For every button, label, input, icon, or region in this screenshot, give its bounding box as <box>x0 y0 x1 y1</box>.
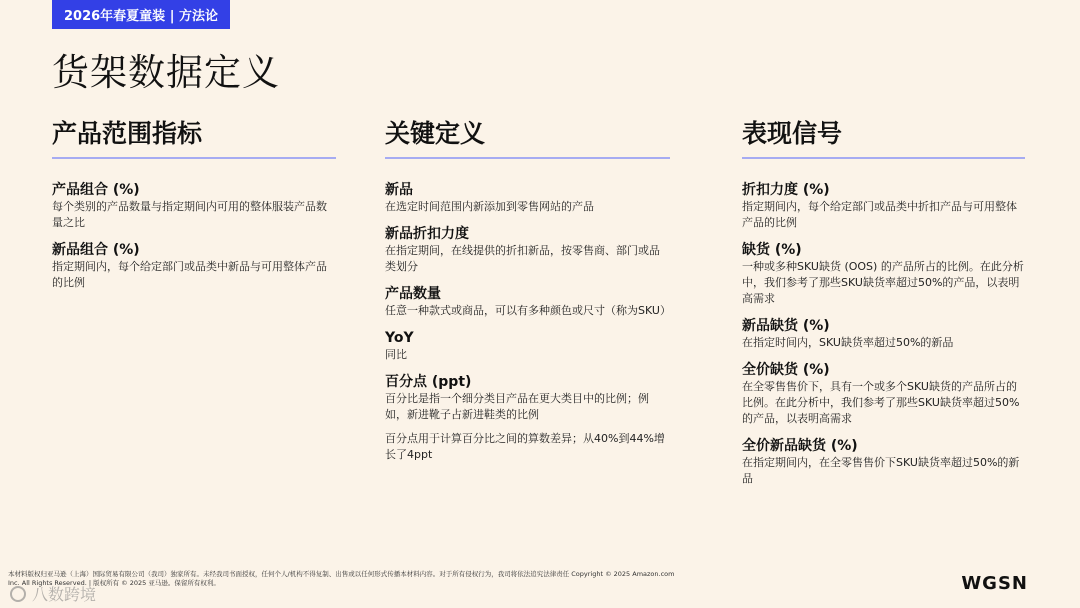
entry-title: 产品组合 (%) <box>52 182 140 198</box>
wgsn-logo: WGSN <box>961 573 1028 594</box>
entry-title: 产品数量 <box>385 286 441 302</box>
entry-description: 在指定期间内，在全零售售价下SKU缺货率超过50%的新品 <box>742 456 1020 485</box>
definition-entry <box>52 241 336 291</box>
entry-title: 新品组合 (%) <box>52 242 140 258</box>
entry-title: 全价新品缺货 (%) <box>742 438 858 454</box>
definition-entry <box>385 285 670 319</box>
entry-description: 在指定期间，在线提供的折扣新品，按零售商、部门或品类划分 <box>385 244 660 273</box>
definition-entry <box>742 437 1025 487</box>
column-performance-signals <box>742 116 1025 497</box>
entry-description: 指定期间内，每个给定部门或品类中折扣产品与可用整体产品的比例 <box>742 200 1017 229</box>
entry-title: 新品 <box>385 182 413 198</box>
definition-entry <box>742 241 1025 307</box>
definition-entry <box>385 329 670 363</box>
entry-title: 缺货 (%) <box>742 242 802 258</box>
definition-entry <box>742 361 1025 427</box>
entry-description: 百分比是指一个细分类目产品在更大类目中的比例；例如，新进靴子占新进鞋类的比例 <box>385 392 649 421</box>
watermark <box>10 582 96 605</box>
entry-description: 每个类别的产品数量与指定期间内可用的整体服装产品数量之比 <box>52 200 327 229</box>
entry-title: 新品折扣力度 <box>385 226 469 242</box>
entry-title: 百分点 (ppt) <box>385 374 472 390</box>
definition-entry <box>385 373 670 463</box>
entry-description: 指定期间内，每个给定部门或品类中新品与可用整体产品的比例 <box>52 260 327 289</box>
definition-entry <box>385 181 670 215</box>
page-title: 货架数据定义 <box>52 51 280 94</box>
entry-title: YoY <box>385 330 414 346</box>
column-product-range <box>52 116 336 301</box>
definition-entry <box>52 181 336 231</box>
column-key-definitions <box>385 116 670 473</box>
definition-entry <box>742 317 1025 351</box>
definition-entry <box>742 181 1025 231</box>
column-heading: 关键定义 <box>385 119 486 148</box>
definition-entry <box>385 225 670 275</box>
column-divider <box>52 157 336 159</box>
column-heading: 产品范围指标 <box>52 119 203 148</box>
entry-title: 折扣力度 (%) <box>742 182 830 198</box>
entry-title: 新品缺货 (%) <box>742 318 830 334</box>
entry-description: 在选定时间范围内新添加到零售网站的产品 <box>385 200 594 213</box>
column-divider <box>385 157 670 159</box>
entry-description: 在指定时间内，SKU缺货率超过50%的新品 <box>742 336 954 349</box>
entry-description-extra: 百分点用于计算百分比之间的算数差异；从40%到44%增长了4ppt <box>385 432 665 461</box>
entry-description: 一种或多种SKU缺货 (OOS) 的产品所占的比例。在此分析中，我们参考了那些SKU缺货率超过50%的产品，以表明高需求 <box>742 260 1024 305</box>
entry-description: 同比 <box>385 348 407 361</box>
column-heading: 表现信号 <box>742 119 843 148</box>
entry-description: 在全零售售价下，具有一个或多个SKU缺货的产品所占的比例。在此分析中，我们参考了那些SKU缺货率超过50%的产品，以表明高需求 <box>742 380 1020 425</box>
column-divider <box>742 157 1025 159</box>
watermark-text: 八数跨境 <box>32 585 97 604</box>
section-tag: 2026年春夏童装 | 方法论 <box>52 0 230 29</box>
watermark-icon <box>10 586 26 602</box>
entry-title: 全价缺货 (%) <box>742 362 830 378</box>
copyright-notice: 本材料版权归亚马逊（上海）国际贸易有限公司（我司）独家所有。未经我司书面授权，任何个人/机构不得复制、出售或以任何形式传播本材料内容。对于所有侵权行为，我司将依法追究法律责任 Copyright © 2025 Amazon.com Inc. All Rights Reserved. | 版权所有 © 2025 亚马逊。保留所有权利。 <box>8 570 675 587</box>
entry-description: 任意一种款式或商品，可以有多种颜色或尺寸（称为SKU） <box>385 304 671 317</box>
